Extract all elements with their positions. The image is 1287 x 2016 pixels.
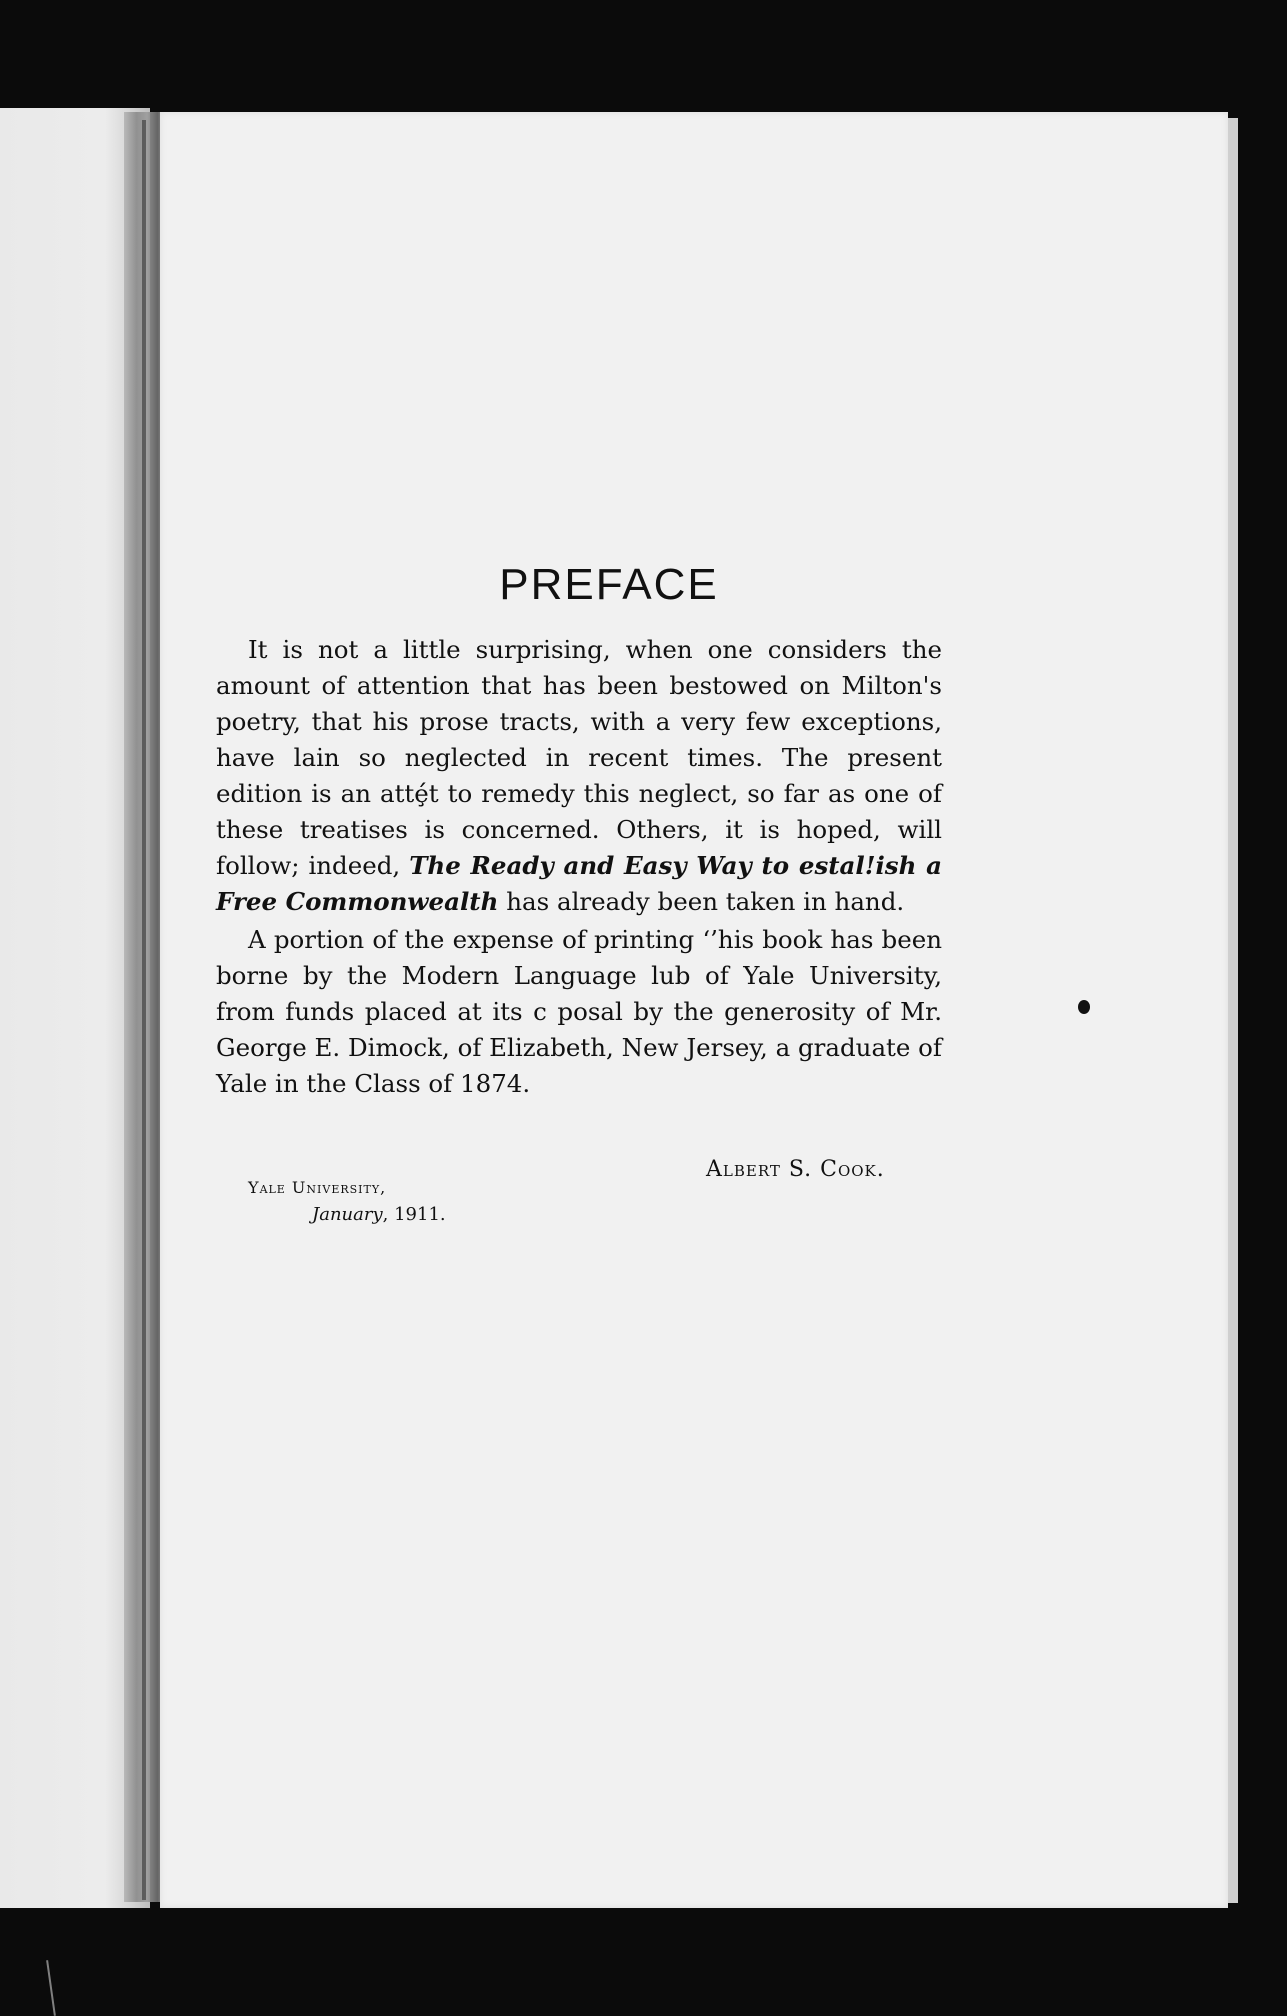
signature-date-year: , 1911.: [382, 1204, 446, 1225]
film-scratch: [46, 1960, 56, 2016]
author-signature: Albert S. Cook.: [706, 1157, 885, 1182]
gutter-shadow-line: [142, 120, 146, 1900]
preface-text-block: [216, 560, 942, 1102]
signature-date: [312, 1204, 446, 1225]
paragraph-2-text: A portion of the expense of printing ‘’his book has been borne by the Modern Language lub of Yale University, from funds placed at its c posal by the generosity of Mr. George E. Dimock, of Elizabeth, New Jersey, a graduate of Yale in the Class of 1874.: [216, 925, 943, 1098]
paragraph-1-text-end: has already been taken in hand.: [498, 887, 905, 916]
paragraph-1-text-start: It is not a little surprising, when one considers the amount of attention that has been bestowed on Milton's poetry, that his prose tracts, with a very few exceptions, have lain so neglected in recent times. The present edition is an attȩ́́t to remedy this neglect, so far as one of these treatises is concerned. Others, it is hoped, will follow; indeed,: [216, 635, 942, 880]
paragraph-1-italic-title: The Ready and Easy Way to estal!ish a Free Commonwealth: [216, 851, 942, 916]
preface-paragraph-2: [216, 922, 942, 1102]
page-title: PREFACE: [499, 560, 719, 609]
preface-paragraph-1: [216, 632, 942, 920]
right-page-edge: [1228, 118, 1238, 1903]
signature-place: Yale University,: [248, 1178, 387, 1197]
signature-date-month: January: [312, 1204, 383, 1225]
ink-speck: [1078, 1000, 1090, 1014]
